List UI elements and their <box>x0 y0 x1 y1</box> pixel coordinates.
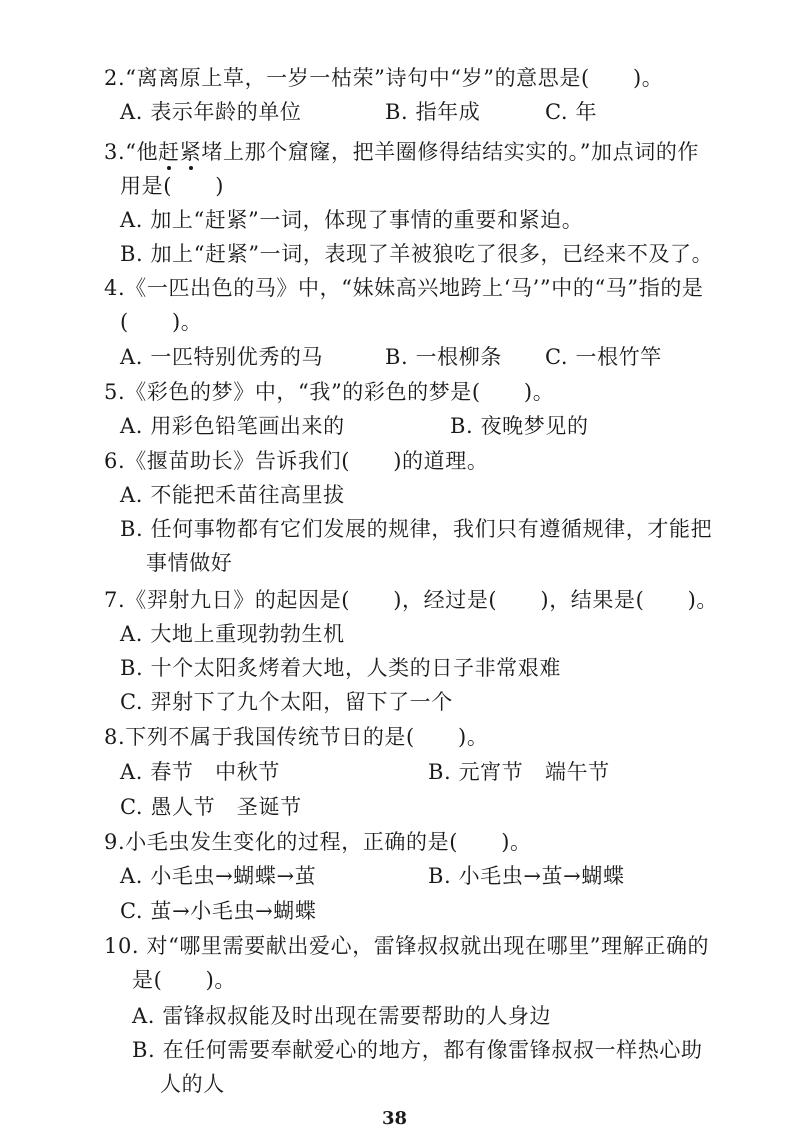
emphasis-char-gan: 赶 <box>158 140 180 164</box>
question-3-stem-continuation: 用是( ) <box>120 174 224 198</box>
question-5-option-a: A. 用彩色铅笔画出来的 <box>120 414 345 438</box>
question-4-stem: 4.《一匹出色的马》中，“妹妹高兴地跨上‘马’”中的“马”指的是 <box>104 276 704 300</box>
question-10-option-b-continuation: 人的人 <box>160 1072 225 1096</box>
question-7-stem: 7.《羿射九日》的起因是( )，经过是( )，结果是( )。 <box>104 588 718 612</box>
question-10-option-b: B. 在任何需要奉献爱心的地方，都有像雷锋叔叔一样热心助 <box>132 1038 703 1062</box>
question-3-stem <box>104 138 699 166</box>
question-6-stem: 6.《揠苗助长》告诉我们( )的道理。 <box>104 449 489 473</box>
question-2-option-c: C. 年 <box>545 100 598 124</box>
question-6-option-b-continuation: 事情做好 <box>146 551 233 575</box>
question-7-option-a: A. 大地上重现勃勃生机 <box>120 622 345 646</box>
question-8-option-a: A. 春节 中秋节 <box>120 760 280 784</box>
question-3-stem-rest: 堵上那个窟窿，把羊圈修得结结实实的。”加点词的作 <box>201 140 700 164</box>
question-4-option-a: A. 一匹特别优秀的马 <box>120 345 324 369</box>
question-9-option-b: B. 小毛虫→茧→蝴蝶 <box>428 864 625 888</box>
question-10-option-a: A. 雷锋叔叔能及时出现在需要帮助的人身边 <box>132 1004 552 1028</box>
question-4-option-c: C. 一根竹竿 <box>545 345 662 369</box>
question-5-option-b: B. 夜晚梦见的 <box>450 414 589 438</box>
question-3-option-b: B. 加上“赶紧”一词，表现了羊被狼吃了很多，已经来不及了。 <box>120 242 714 266</box>
question-3-option-a: A. 加上“赶紧”一词，体现了事情的重要和紧迫。 <box>120 208 584 232</box>
question-7-option-c: C. 羿射下了九个太阳，留下了一个 <box>120 690 453 714</box>
question-10-stem: 10. 对“哪里需要献出爱心，雷锋叔叔就出现在哪里”理解正确的 <box>104 934 710 958</box>
question-6-option-a: A. 不能把禾苗往高里拔 <box>120 483 345 507</box>
question-5-stem: 5.《彩色的梦》中，“我”的彩色的梦是( )。 <box>104 380 555 404</box>
question-2-option-a: A. 表示年龄的单位 <box>120 100 302 124</box>
question-3-stem-prefix: 3.“他 <box>104 140 159 164</box>
emphasis-char-jin: 紧 <box>179 140 202 164</box>
question-4-option-b: B. 一根柳条 <box>385 345 502 369</box>
question-6-option-b: B. 任何事物都有它们发展的规律，我们只有遵循规律，才能把 <box>120 517 713 541</box>
question-9-option-c: C. 茧→小毛虫→蝴蝶 <box>120 899 317 923</box>
page-number: 38 <box>382 1108 408 1129</box>
question-10-stem-continuation: 是( )。 <box>132 968 236 992</box>
question-9-option-a: A. 小毛虫→蝴蝶→茧 <box>120 864 317 888</box>
question-7-option-b: B. 十个太阳炙烤着大地，人类的日子非常艰难 <box>120 656 561 680</box>
question-8-option-c: C. 愚人节 圣诞节 <box>120 795 302 819</box>
question-2-stem: 2.“离离原上草，一岁一枯荣”诗句中“岁”的意思是( )。 <box>104 66 664 90</box>
question-9-stem: 9.小毛虫发生变化的过程，正确的是( )。 <box>104 830 532 854</box>
question-8-option-b: B. 元宵节 端午节 <box>428 760 610 784</box>
question-4-stem-continuation: ( )。 <box>120 310 203 334</box>
question-2-option-b: B. 指年成 <box>385 100 481 124</box>
question-8-stem: 8.下列不属于我国传统节日的是( )。 <box>104 725 489 749</box>
